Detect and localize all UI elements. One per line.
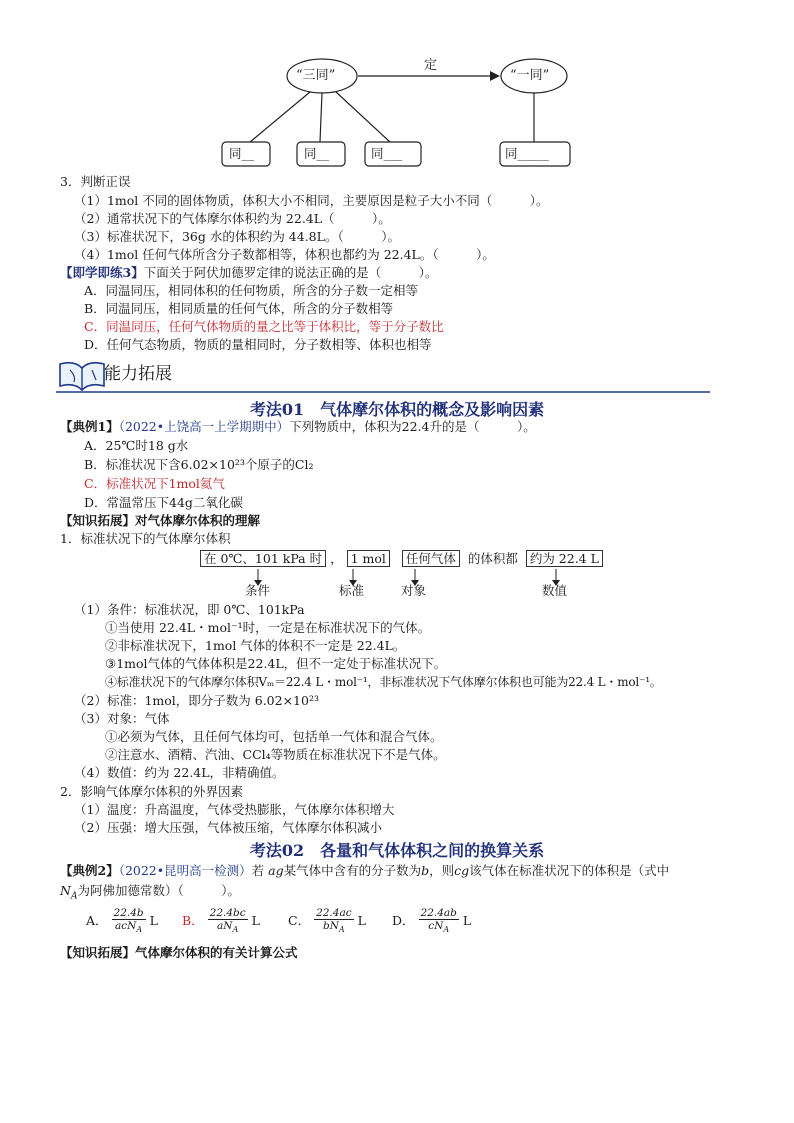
- formula-arrows: [0, 567, 794, 587]
- formula-label-object: 对象: [401, 583, 427, 598]
- diagram-box-3: 同___: [371, 146, 403, 161]
- formula-row: 在 0℃、101 kPa 时 ， 1 mol 任何气体 的体积都 约为 22.4 L: [200, 550, 603, 568]
- knowledge1-line-10: （4）数值：约为 22.4L，非精确值。: [74, 765, 285, 780]
- knowledge1-line-1: （1）条件：标准状况，即 0℃、101kPa: [74, 602, 305, 617]
- example2-stem: 【典例2】（2022•昆明高一检测）若 ag某气体中含有的分子数为b，则cg该气体在标准状况下的体积是（式中: [60, 863, 670, 878]
- section-title: 能力拓展: [104, 364, 172, 384]
- formula-mid: 的体积都: [467, 551, 518, 566]
- example2-tag: 【典例2】: [60, 863, 119, 878]
- practice3-option-c: C．同温同压，任何气体物质的量之比等于体积比，等于分子数比: [84, 319, 444, 334]
- formula-standard: 1 mol: [347, 550, 390, 567]
- knowledge1-heading: 【知识拓展】对气体摩尔体积的理解: [60, 513, 261, 528]
- diagram-box-4: 同_____: [505, 146, 549, 161]
- knowledge2-heading: 【知识拓展】气体摩尔体积的有关计算公式: [60, 945, 298, 960]
- example2-option-a: A． $\frac{22.4b}{acN_A}$ L: [86, 906, 158, 935]
- one-same-label: “一同”: [510, 68, 550, 83]
- knowledge1-line-11: 2．影响气体摩尔体积的外界因素: [60, 784, 243, 799]
- example1-option-a: A．25℃时18 g水: [84, 438, 189, 453]
- knowledge1-line-12: （1）温度：升高温度，气体受热膨胀，气体摩尔体积增大: [74, 802, 395, 817]
- formula-value: 约为 22.4 L: [526, 550, 603, 567]
- practice3-tag: 【即学即练3】: [60, 265, 144, 280]
- q3-item-1: （1）1mol 不同的固体物质，体积大小不相同，主要原因是粒子大小不同（ ）。: [74, 193, 549, 208]
- formula-label-standard: 标准: [339, 583, 365, 598]
- kaofa01-title: 考法01 气体摩尔体积的概念及影响因素: [249, 400, 545, 419]
- knowledge1-line-4: ③1mol气体的气体体积是22.4L，但不一定处于标准状况下。: [105, 656, 447, 671]
- formula-object: 任何气体: [402, 550, 460, 567]
- knowledge1-sub1: 1．标准状况下的气体摩尔体积: [60, 531, 231, 546]
- example2-source: （2022•昆明高一检测）: [118, 863, 252, 878]
- example1-tag: 【典例1】: [60, 419, 119, 434]
- q3-title: 3．判断正误: [60, 174, 131, 189]
- example2-stem-line2: $N_A$为阿佛加德常数）（ ）。: [60, 883, 240, 902]
- formula-label-condition: 条件: [245, 583, 271, 598]
- practice3-option-d: D．任何气态物质，物质的量相同时，分子数相等、体积也相等: [84, 337, 432, 352]
- kaofa02-title: 考法02 各量和气体体积之间的换算关系: [249, 841, 545, 860]
- example1-option-c: C．标准状况下1mol氦气: [84, 476, 225, 491]
- example1-option-d: D．常温常压下44g二氧化碳: [84, 495, 243, 510]
- diagram-box-2: 同__: [304, 146, 330, 161]
- formula-condition: 在 0℃、101 kPa 时: [200, 550, 326, 567]
- arrow-label: 定: [424, 58, 438, 73]
- q3-item-3: （3）标准状况下，36g 水的体积约为 44.8L。（ ）。: [74, 229, 400, 244]
- knowledge1-line-6: （2）标准：1mol，即分子数为 6.02×10²³: [74, 693, 319, 708]
- knowledge1-line-7: （3）对象：气体: [74, 711, 170, 726]
- practice3-option-a: A．同温同压，相同体积的任何物质，所含的分子数一定相等: [84, 283, 419, 298]
- knowledge1-line-3: ②非标准状况下，1mol 气体的体积不一定是 22.4L。: [105, 638, 406, 653]
- q3-item-2: （2）通常状况下的气体摩尔体积约为 22.4L（ ）。: [74, 211, 391, 226]
- example2-option-d: D． $\frac{22.4ab}{cN_A}$ L: [392, 906, 472, 935]
- q3-item-4: （4）1mol 任何气体所含分子数都相等，体积也都约为 22.4L。（ ）。: [74, 247, 495, 262]
- book-icon: [60, 363, 104, 390]
- arrow-head-icon: [490, 71, 500, 81]
- three-same-label: “三同”: [296, 68, 336, 83]
- example2-option-c: C． $\frac{22.4ac}{bN_A}$ L: [288, 906, 366, 935]
- diagram-box-1: 同__: [229, 146, 255, 161]
- knowledge1-line-9: ②注意水、酒精、汽油、CCl₄等物质在标准状况下不是气体。: [105, 747, 446, 762]
- knowledge1-line-5: ④标准状况下的气体摩尔体积Vₘ＝22.4 L・mol⁻¹，非标准状况下气体摩尔体积也可能为22.4 L・mol⁻¹。: [105, 675, 662, 689]
- practice3-option-b: B．同温同压，相同质量的任何气体，所含的分子数相等: [84, 301, 394, 316]
- example1-option-b: B．标准状况下含6.02×10²³个原子的Cl₂: [84, 457, 314, 472]
- knowledge1-line-8: ①必须为气体，且任何气体均可，包括单一气体和混合气体。: [105, 729, 443, 744]
- formula-label-value: 数值: [542, 583, 568, 598]
- example1-stem: 【典例1】（2022•上饶高一上学期期中）下列物质中，体积为22.4升的是（ ）。: [60, 419, 536, 434]
- knowledge1-line-2: ①当使用 22.4L・mol⁻¹时，一定是在标准状况下的气体。: [105, 620, 431, 635]
- example2-option-b: B． $\frac{22.4bc}{aN_A}$ L: [182, 906, 260, 935]
- knowledge1-line-13: （2）压强：增大压强，气体被压缩，气体摩尔体积减小: [74, 820, 382, 835]
- example1-source: （2022•上饶高一上学期期中）: [118, 419, 290, 434]
- practice3-stem: 【即学即练3】下面关于阿伏加德罗定律的说法正确的是（ ）。: [60, 265, 438, 280]
